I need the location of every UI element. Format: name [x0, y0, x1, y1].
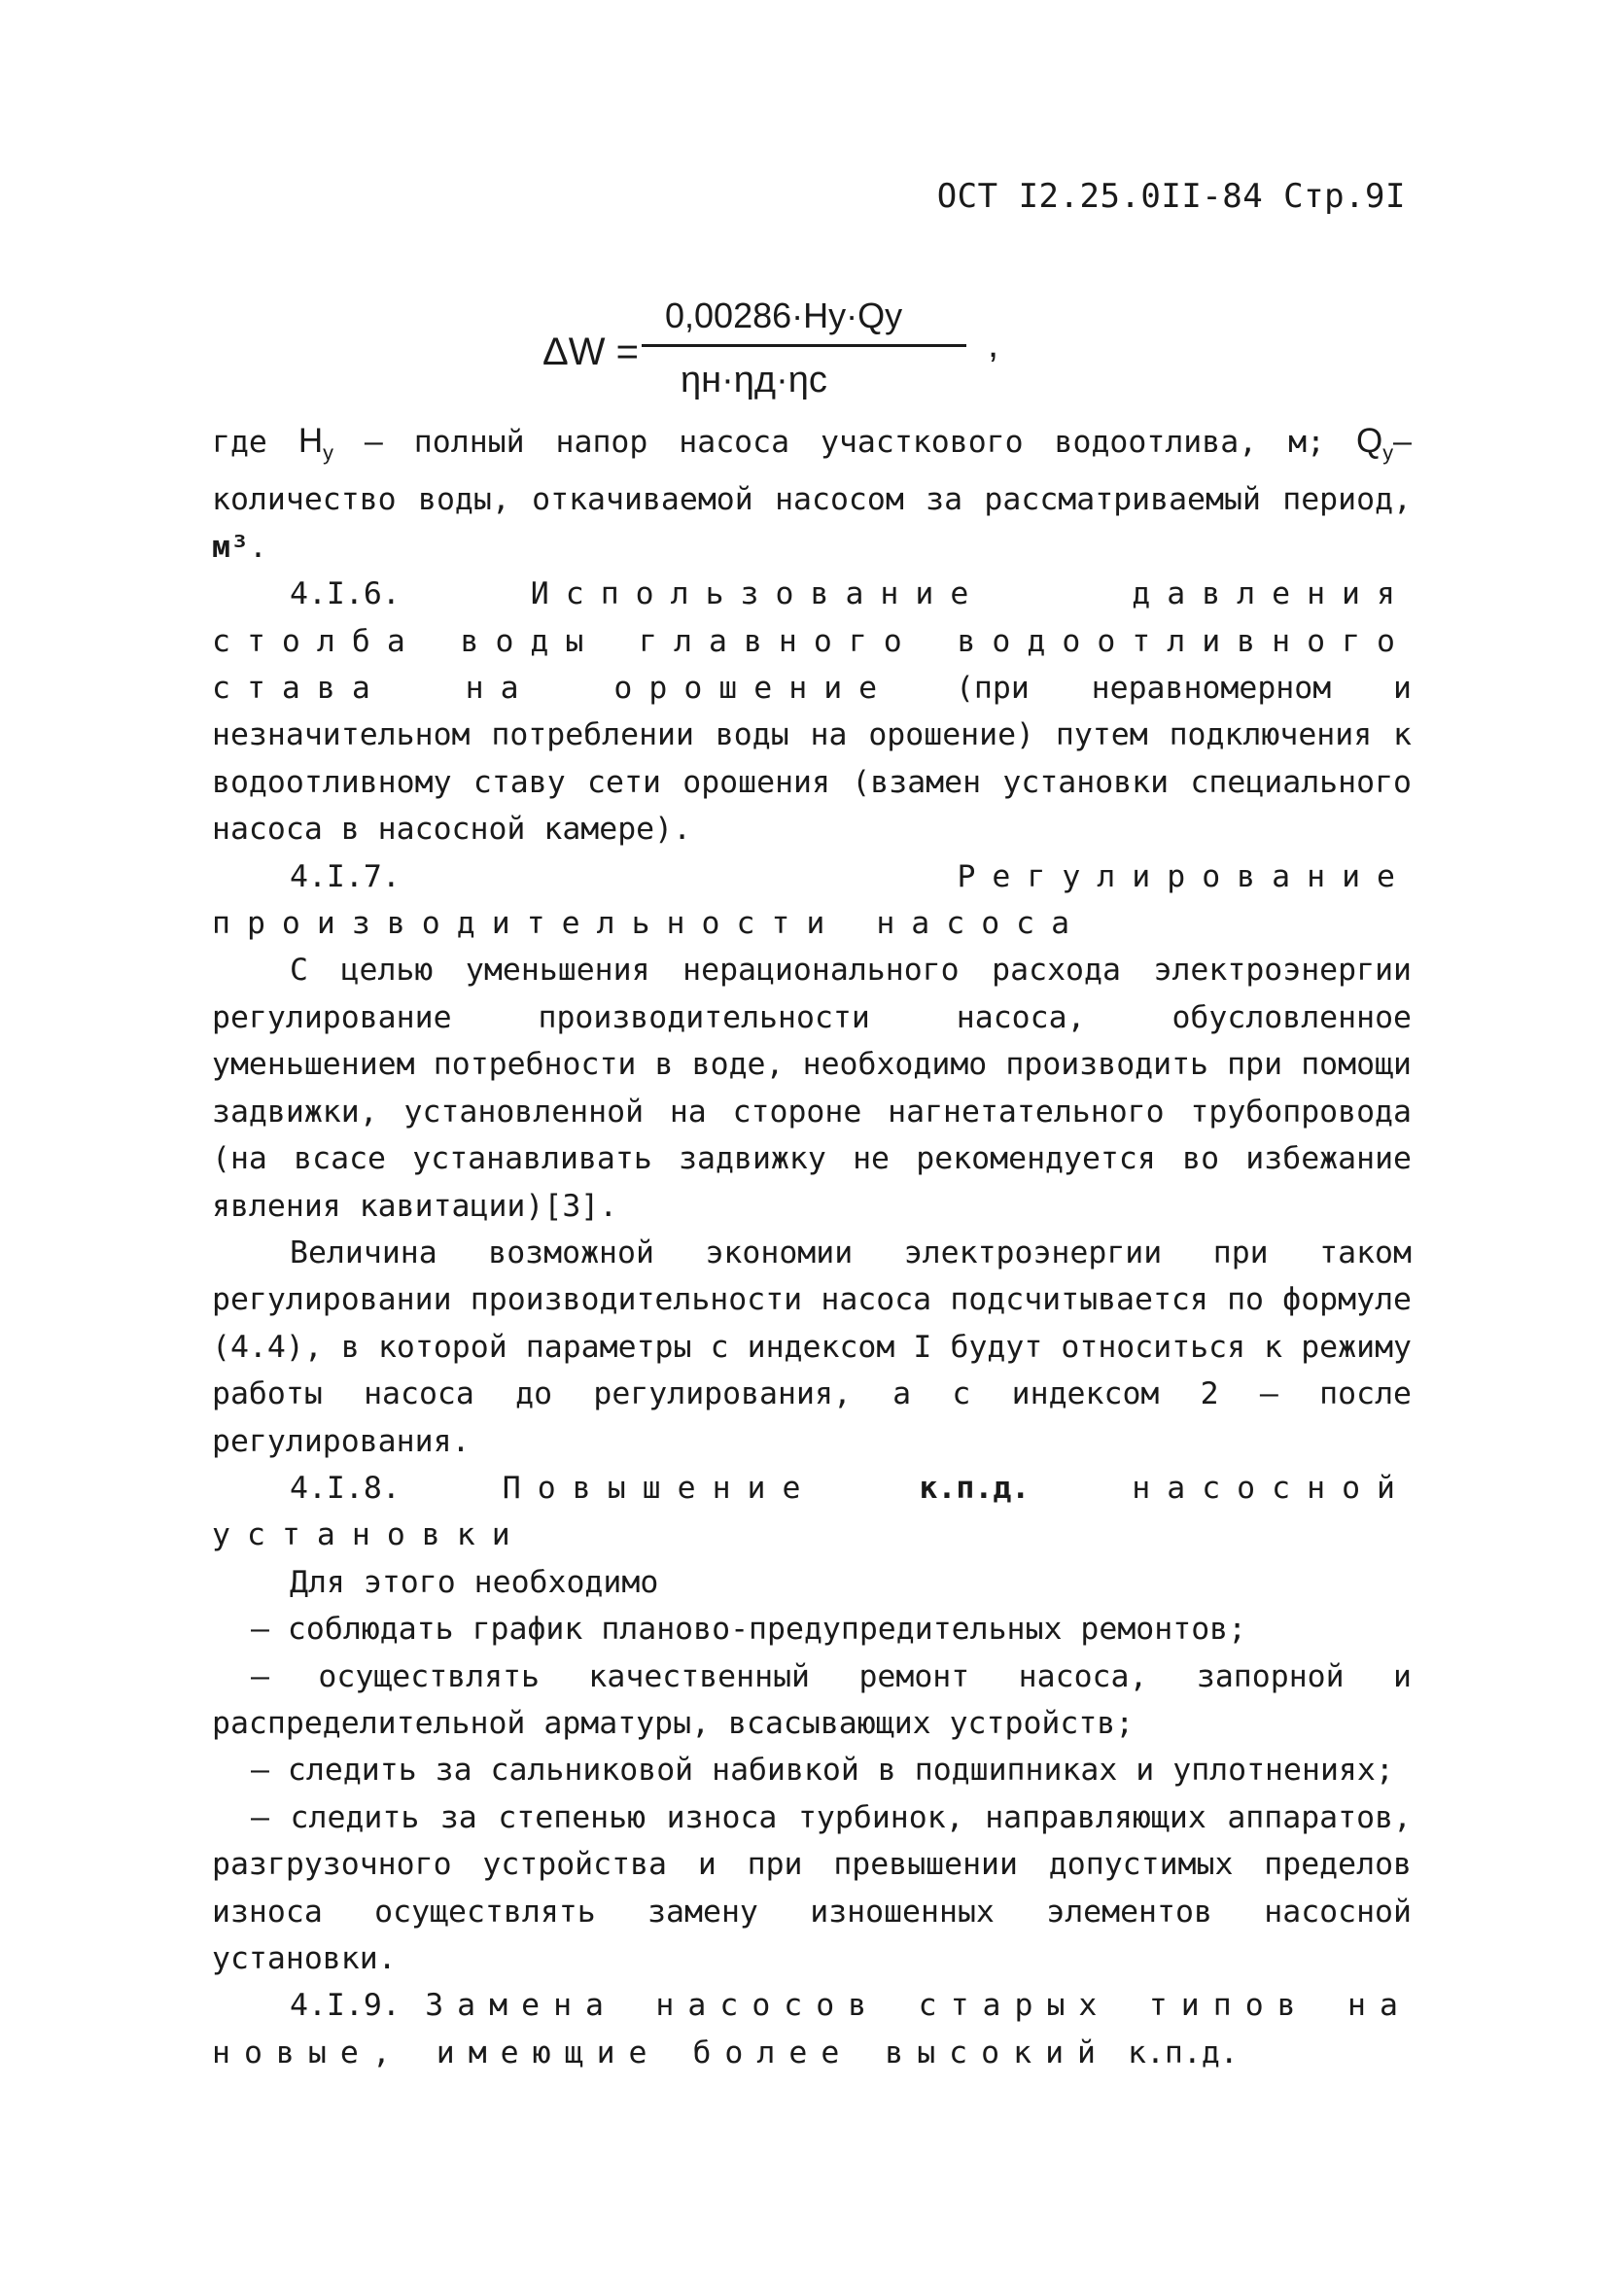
formula-denominator: ηн·ηд·ηс	[681, 360, 827, 400]
section-title: Регулирование производительности насоса	[212, 858, 1412, 942]
formula-numerator: 0,00286·Hу·Qу	[665, 296, 903, 335]
fraction-bar	[642, 344, 966, 347]
list-item: – следить за степенью износа турбинок, направляющих аппаратов, разгрузочного устройства и при превышении допустимых пределов износа осуществлять замену изношенных элементов насосной установки.	[212, 1799, 1412, 1976]
paragraph: Для этого необходимо	[290, 1564, 659, 1600]
para-where: где $H_у$ – полный напор насоса участкового водоотлива, м; $Q_у-$ количество воды, откачиваемой насосом за рассматриваемый период, м³.	[212, 422, 1412, 565]
section-title-b: к.п.д.	[919, 1470, 1031, 1506]
section-4-1-6	[212, 571, 1412, 852]
section-title: Использование давления столба воды главного водоотливного става на орошение	[212, 576, 1412, 707]
section-4-1-7	[212, 853, 1412, 948]
section-number: 4.I.9.	[290, 1988, 401, 2024]
paragraph: С целью уменьшения нерационального расхода электроэнергии регулирование производительности насоса, обусловленное уменьшением потребности в воде, необходимо производить при помощи задвижки, установленной на стороне нагнетательного трубопровода (на всасе устанавливать задвижку не рекомендуется во избежание явления кавитации)[3].	[212, 953, 1412, 1224]
section-text: (при неравномерном и незначительном потреблении воды на орошение) путем подключения к водоотливному ставу сети орошения (взамен установки специального насоса в насосной камере).	[212, 671, 1412, 848]
section-4-1-8	[212, 1465, 1412, 1559]
section-title-c: насосной установки	[212, 1470, 1412, 1553]
section-title-a: Повышение	[502, 1470, 818, 1506]
unit-m3: м³	[212, 529, 249, 565]
energy-saving-formula	[535, 290, 1040, 416]
section-4-1-9	[212, 1982, 1412, 2076]
paragraph: Величина возможной экономии электроэнергии при таком регулировании производительности насоса подсчитывается по формуле (4.4), в которой параметры с индексом I будут относиться к режиму работы насоса до регулирования, а с индексом 2 – после регулирования.	[212, 1235, 1412, 1459]
section-number: 4.I.7.	[290, 858, 401, 894]
section-number: 4.I.8.	[290, 1470, 401, 1506]
section-number: 4.I.6.	[290, 576, 401, 612]
section-tail: к.п.д.	[1109, 2035, 1239, 2070]
list-item: – следить за сальниковой набивкой в подшипниках и уплотнениях;	[251, 1753, 1394, 1789]
formula-comma: ,	[988, 323, 999, 365]
section-title: Замена насосов старых типов на новые, имеющие более высокий	[212, 1988, 1412, 2070]
list-item: – осуществлять качественный ремонт насоса, запорной и распределительной арматуры, всасывающих устройств;	[212, 1658, 1412, 1741]
where-text-1: – полный напор насоса участкового водоотлива, м;	[364, 425, 1326, 460]
where-text-2: – количество воды, откачиваемой насосом за рассматриваемый период,	[212, 425, 1412, 518]
where-word: где	[212, 425, 267, 460]
formula-lhs: ΔW =	[542, 330, 639, 373]
list-item: – соблюдать график планово-предупредительных ремонтов;	[251, 1612, 1247, 1648]
page-header: ОСТ I2.25.0II-84 Стр.9I	[936, 177, 1406, 216]
var-h: $H_у$	[297, 422, 333, 465]
body-text	[212, 418, 1412, 2076]
var-q: $Q_у$	[1355, 422, 1394, 465]
